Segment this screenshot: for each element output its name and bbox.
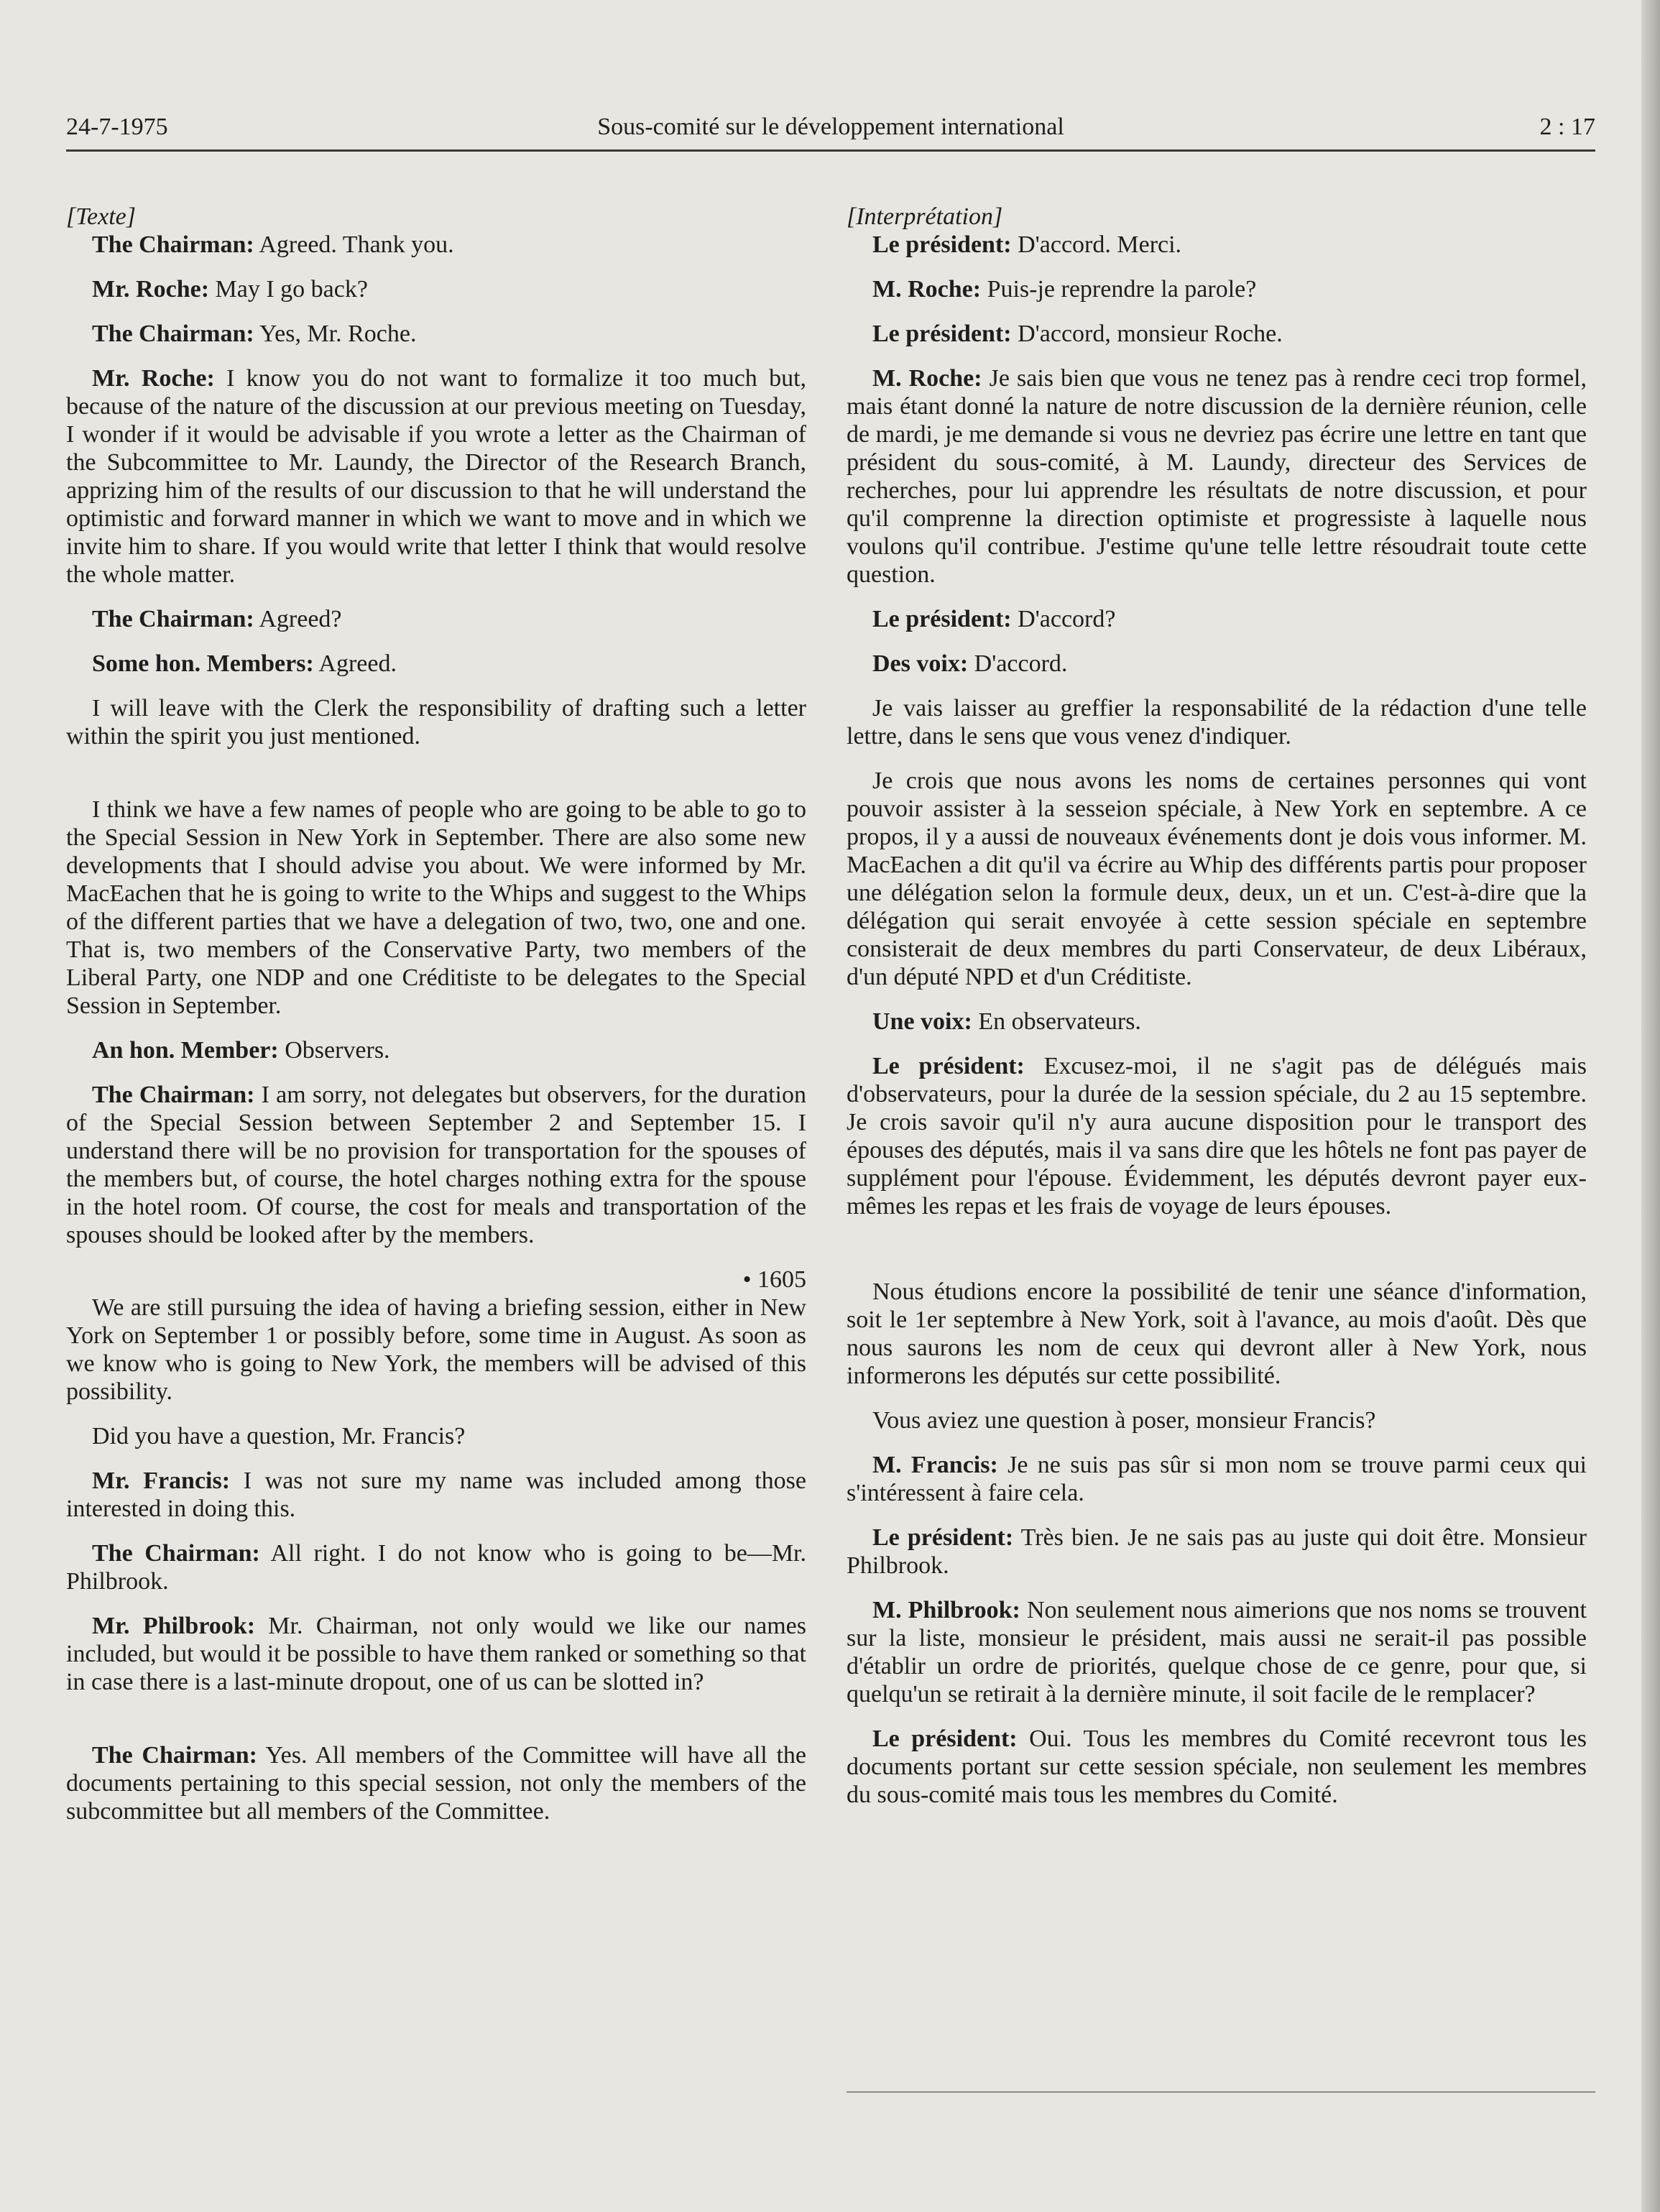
paragraph [847, 1596, 1587, 1708]
paragraph-text: Agreed. Thank you. [254, 231, 454, 258]
paragraph [66, 1612, 806, 1696]
speaker-name: Some hon. Members: [92, 650, 314, 677]
paragraph [847, 605, 1587, 633]
speaker-name: The Chairman: [92, 606, 254, 632]
speaker-name: Mr. Roche: [92, 365, 215, 392]
paragraph-text: Yes. All members of the Committee will have all the documents pertaining to this special session, not only the members of the subcommittee but all members of the Committee. [66, 1742, 806, 1825]
speaker-name: The Chairman: [92, 1082, 255, 1108]
paragraph [66, 605, 806, 633]
paragraph [66, 231, 806, 259]
speaker-name: Des voix: [872, 650, 969, 677]
paragraph-text: Did you have a question, Mr. Francis? [92, 1423, 466, 1450]
bottom-divider [847, 2091, 1595, 2093]
paragraph-text: May I go back? [209, 276, 368, 303]
paragraph-text: En observateurs. [972, 1008, 1141, 1035]
paragraph-text: Non seulement nous aimerions que nos noms se trouvent sur la liste, monsieur le président, mais aussi ne serait-il pas possible d'établir un ordre de priorités, quelque chose de ce genre, pour que, si quelqu'un se retirait à la dernière minute, il soit facile de le remplacer? [847, 1597, 1587, 1708]
paragraph [847, 231, 1587, 259]
paragraph [66, 694, 806, 750]
speaker-name: The Chairman: [92, 231, 254, 258]
paragraph-text: Excusez-moi, il ne s'agit pas de délégués mais d'observateurs, pour la durée de la session spéciale, du 2 au 15 septembre. Je crois savoir qu'il n'y aura aucune disposition pour le transport des épouses des députés, mais il va sans dire que les hôtels ne font pas payer de supplément pour l'épouse. Évidemment, les députés devront payer eux-mêmes les repas et les frais de voyage de leurs épouses. [847, 1053, 1587, 1220]
column-label: [Texte] [66, 203, 136, 230]
paragraph [66, 320, 806, 348]
speaker-name: M. Roche: [872, 276, 982, 303]
paragraph-text: Nous étudions encore la possibilité de tenir une séance d'information, soit le 1er septembre à New York, soit à l'avance, au mois d'août. Dès que nous saurons les nom de ceux qui devront aller à New York, nous informerons les députés sur cette possibilité. [847, 1278, 1587, 1389]
running-header [66, 114, 1595, 152]
paragraph [66, 650, 806, 678]
speaker-name: Mr. Francis: [92, 1467, 231, 1494]
paragraph [847, 650, 1587, 678]
speaker-name: Le président: [872, 321, 1012, 347]
paragraph-text: Je vais laisser au greffier la responsabilité de la rédaction d'une telle lettre, dans le sens que vous venez d'indiquer. [847, 695, 1587, 750]
paragraph-text: Puis-je reprendre la parole? [981, 276, 1257, 303]
header-page-number: 2 : 17 [1539, 114, 1595, 140]
speaker-name: An hon. Member: [92, 1037, 279, 1064]
speaker-name: Le président: [872, 231, 1012, 258]
speaker-name: M. Francis: [872, 1452, 998, 1478]
paragraph-text: D'accord. Merci. [1011, 231, 1182, 258]
paragraph [847, 1451, 1587, 1507]
speaker-name: Mr. Philbrook: [92, 1613, 256, 1639]
paragraph-text: Observers. [278, 1037, 390, 1064]
paragraph [847, 364, 1587, 589]
paragraph-text: D'accord? [1011, 606, 1116, 632]
paragraph [66, 1036, 806, 1064]
paragraph [847, 1406, 1587, 1434]
speaker-name: Le président: [872, 1053, 1025, 1079]
time-marker: • 1605 [742, 1266, 806, 1293]
speaker-name: Le président: [872, 1524, 1014, 1551]
paragraph-text: I will leave with the Clerk the responsibility of drafting such a letter within the spirit you just mentioned. [66, 695, 806, 750]
speaker-name: The Chairman: [92, 1742, 257, 1769]
column-label: [Interprétation] [847, 203, 1003, 230]
page-edge-shadow [1641, 0, 1660, 2212]
paragraph [66, 275, 806, 303]
paragraph-text: Je ne suis pas sûr si mon nom se trouve parmi ceux qui s'intéressent à faire cela. [847, 1452, 1587, 1506]
paragraph [66, 1741, 806, 1825]
paragraph [847, 1278, 1587, 1390]
paragraph-text: All right. I do not know who is going to be—Mr. Philbrook. [66, 1540, 806, 1595]
paragraph [847, 1052, 1587, 1220]
speaker-name: Le président: [872, 606, 1012, 632]
paragraph-text: Très bien. Je ne sais pas au juste qui doit être. Monsieur Philbrook. [847, 1524, 1587, 1579]
paragraph-text: I was not sure my name was included among those interested in doing this. [66, 1467, 807, 1522]
paragraph [847, 1008, 1587, 1036]
paragraph-text: We are still pursuing the idea of having a briefing session, either in New York on September 1 or possibly before, some time in August. As soon as we know who is going to New York, the members will be advised of this possibility. [66, 1294, 806, 1405]
paragraph [66, 1294, 806, 1406]
speaker-name: Une voix: [872, 1008, 972, 1035]
speaker-name: Le président: [872, 1725, 1018, 1752]
paragraph-text: Je sais bien que vous ne tenez pas à rendre ceci trop formel, mais étant donné la nature de notre discussion de la dernière réunion, celle de mardi, je me demande si vous ne devriez pas écrire une lettre en tant que président du sous-comité, à M. Laundy, directeur des Services de recherches, pour lui apprendre les résultats de notre discussion, et pour qu'il comprenne la direction optimiste et progressiste à laquelle nous voulons qu'il contribue. J'estime qu'une telle lettre résoudrait toute cette question. [847, 365, 1587, 588]
paragraph-text: Oui. Tous les membres du Comité recevront tous les documents portant sur cette session spéciale, non seulement les membres du sous-comité mais tous les membres du Comité. [847, 1725, 1587, 1808]
speaker-name: M. Roche: [872, 365, 982, 392]
paragraph-text: Vous aviez une question à poser, monsieur Francis? [872, 1407, 1376, 1434]
paragraph [847, 320, 1587, 348]
paragraph [66, 364, 806, 589]
paragraph-text: Agreed? [254, 606, 342, 632]
header-date: 24-7-1975 [66, 114, 168, 140]
paragraph-text: D'accord, monsieur Roche. [1011, 321, 1283, 347]
speaker-name: The Chairman: [92, 321, 254, 347]
paragraph [66, 1467, 806, 1523]
paragraph [66, 1422, 806, 1450]
paragraph-text: Agreed. [313, 650, 397, 677]
paragraph [66, 1081, 806, 1249]
paragraph-text: Mr. Chairman, not only would we like our names included, but would it be possible to have them ranked or something so that in case there is a last-minute dropout, one of us can be slotted in? [66, 1613, 806, 1695]
paragraph-text: I think we have a few names of people who are going to be able to go to the Special Session in New York in September. There are also some new developments that I should advise you about. We were informed by Mr. MacEachen that he is going to write to the Whips and suggest to the Whips of the different parties that we have a delegation of two, two, one and one. That is, two members of the Conservative Party, two members of the Liberal Party, one NDP and one Créditiste to be delegates to the Special Session in September. [66, 796, 806, 1019]
paragraph [847, 1524, 1587, 1580]
french-column [847, 203, 1587, 1809]
speaker-name: M. Philbrook: [872, 1597, 1020, 1623]
paragraph-text: Je crois que nous avons les noms de certaines personnes qui vont pouvoir assister à la sesseion spéciale, à New York en septembre. A ce propos, il y a aussi de nouveaux événements dont je dois vous informer. M. MacEachen a dit qu'il va écrire au Whip des différents partis pour proposer une délégation selon la formule deux, deux, un et un. C'est-à-dire que la délégation qui serait envoyée à cette session spéciale en septembre consisterait de deux membres du parti Conservateur, de deux Libéraux, d'un député NPD et d'un Créditiste. [847, 768, 1587, 990]
paragraph [847, 694, 1587, 750]
paragraph [66, 796, 806, 1020]
speaker-name: The Chairman: [92, 1540, 260, 1567]
paragraph-text: I am sorry, not delegates but observers, for the duration of the Special Session between September 2 and September 15. I understand there will be no provision for transportation for the spouses of the members but, of course, the hotel charges nothing extra for the spouse in the hotel room. Of course, the cost for meals and transportation of the spouses should be looked after by the members. [66, 1082, 806, 1248]
paragraph [847, 1725, 1587, 1809]
paragraph-text: I know you do not want to formalize it too much but, because of the nature of the discussion at our previous meeting on Tuesday, I wonder if it would be advisable if you wrote a letter as the Chairman of the Subcommittee to Mr. Laundy, the Director of the Research Branch, apprizing him of the results of our discussion to that he will understand the optimistic and forward manner in which we want to move and in which we invite him to share. If you would write that letter I think that would resolve the whole matter. [66, 365, 807, 588]
paragraph [847, 767, 1587, 991]
paragraph-text: Yes, Mr. Roche. [254, 321, 417, 347]
paragraph [66, 1539, 806, 1595]
paragraph-text: D'accord. [968, 650, 1068, 677]
header-title: Sous-comité sur le développement international [597, 114, 1064, 140]
speaker-name: Mr. Roche: [92, 276, 210, 303]
english-column [66, 203, 806, 1825]
paragraph [847, 275, 1587, 303]
